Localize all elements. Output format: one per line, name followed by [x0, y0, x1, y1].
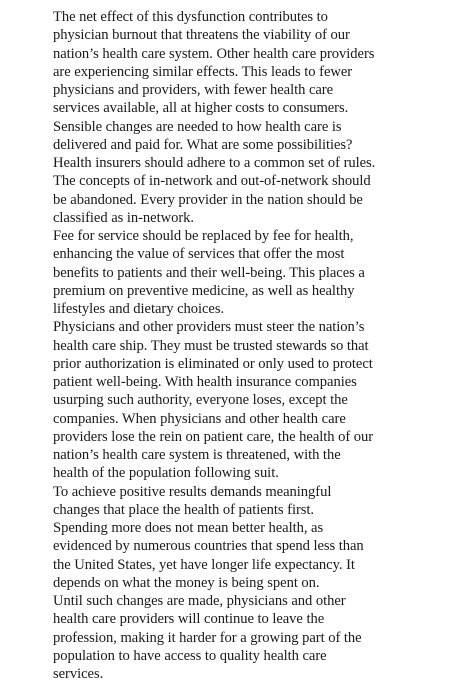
text-line: benefits to patients and their well-being. This places a [53, 264, 365, 281]
text-line: the United States, yet have longer life expectancy. It [53, 556, 355, 573]
text-line: delivered and paid for. What are some possibilities? [53, 136, 353, 153]
text-line: Fee for service should be replaced by fee for health, [53, 228, 354, 244]
text-line: health care ship. They must be trusted stewards so that [53, 337, 369, 354]
text-line: usurping such authority, everyone loses, except the [53, 392, 348, 409]
text-line: The net effect of this dysfunction contributes to [53, 9, 328, 25]
text-line: The concepts of in-network and out-of-network should [53, 173, 371, 190]
text-line: nation’s health care system. Other health care providers [53, 45, 375, 62]
text-line: physicians and providers, with fewer health care [53, 82, 334, 98]
text-line: be abandoned. Every provider in the nation should be [53, 191, 363, 208]
text-line: To achieve positive results demands meaningful [53, 483, 332, 500]
text-line: prior authorization is eliminated or only used to protect [53, 355, 373, 372]
text-line: companies. When physicians and other health care [53, 410, 346, 427]
text-line: classified as in-network. [53, 209, 194, 226]
article-text [53, 8, 448, 683]
text-line: nation’s health care system is threatened, with the [53, 447, 341, 463]
text-line: services available, all at higher costs to consumers. [53, 100, 349, 117]
text-line: lifestyles and dietary choices. [53, 301, 225, 317]
text-line: health of the population following suit. [53, 465, 279, 482]
text-line: evidenced by numerous countries that spend less than [53, 538, 364, 555]
text-line: providers lose the rein on patient care, the health of our [53, 428, 374, 445]
text-line: premium on preventive medicine, as well as healthy [53, 282, 355, 299]
text-line: physician burnout that threatens the viability of our [53, 27, 350, 44]
text-line: Spending more does not mean better health, as [53, 520, 324, 536]
text-line: Physicians and other providers must steer the nation’s [53, 319, 365, 336]
text-line: patient well-being. With health insurance companies [53, 374, 357, 390]
text-line: enhancing the value of services that offer the most [53, 246, 345, 263]
text-line: are experiencing similar effects. This leads to fewer [53, 63, 353, 80]
text-line: profession, making it harder for a growing part of the [53, 629, 362, 646]
text-line: Until such changes are made, physicians and other [53, 593, 346, 609]
text-line: population to have access to quality health care [53, 647, 327, 664]
text-line: Health insurers should adhere to a common set of rules. [53, 155, 376, 171]
text-line: depends on what the money is being spent on. [53, 574, 320, 591]
text-line: health care providers will continue to leave the [53, 611, 325, 628]
text-line: Sensible changes are needed to how health care is [53, 118, 342, 135]
text-line: services. [53, 666, 104, 682]
text-line: changes that place the health of patients first. [53, 501, 315, 518]
